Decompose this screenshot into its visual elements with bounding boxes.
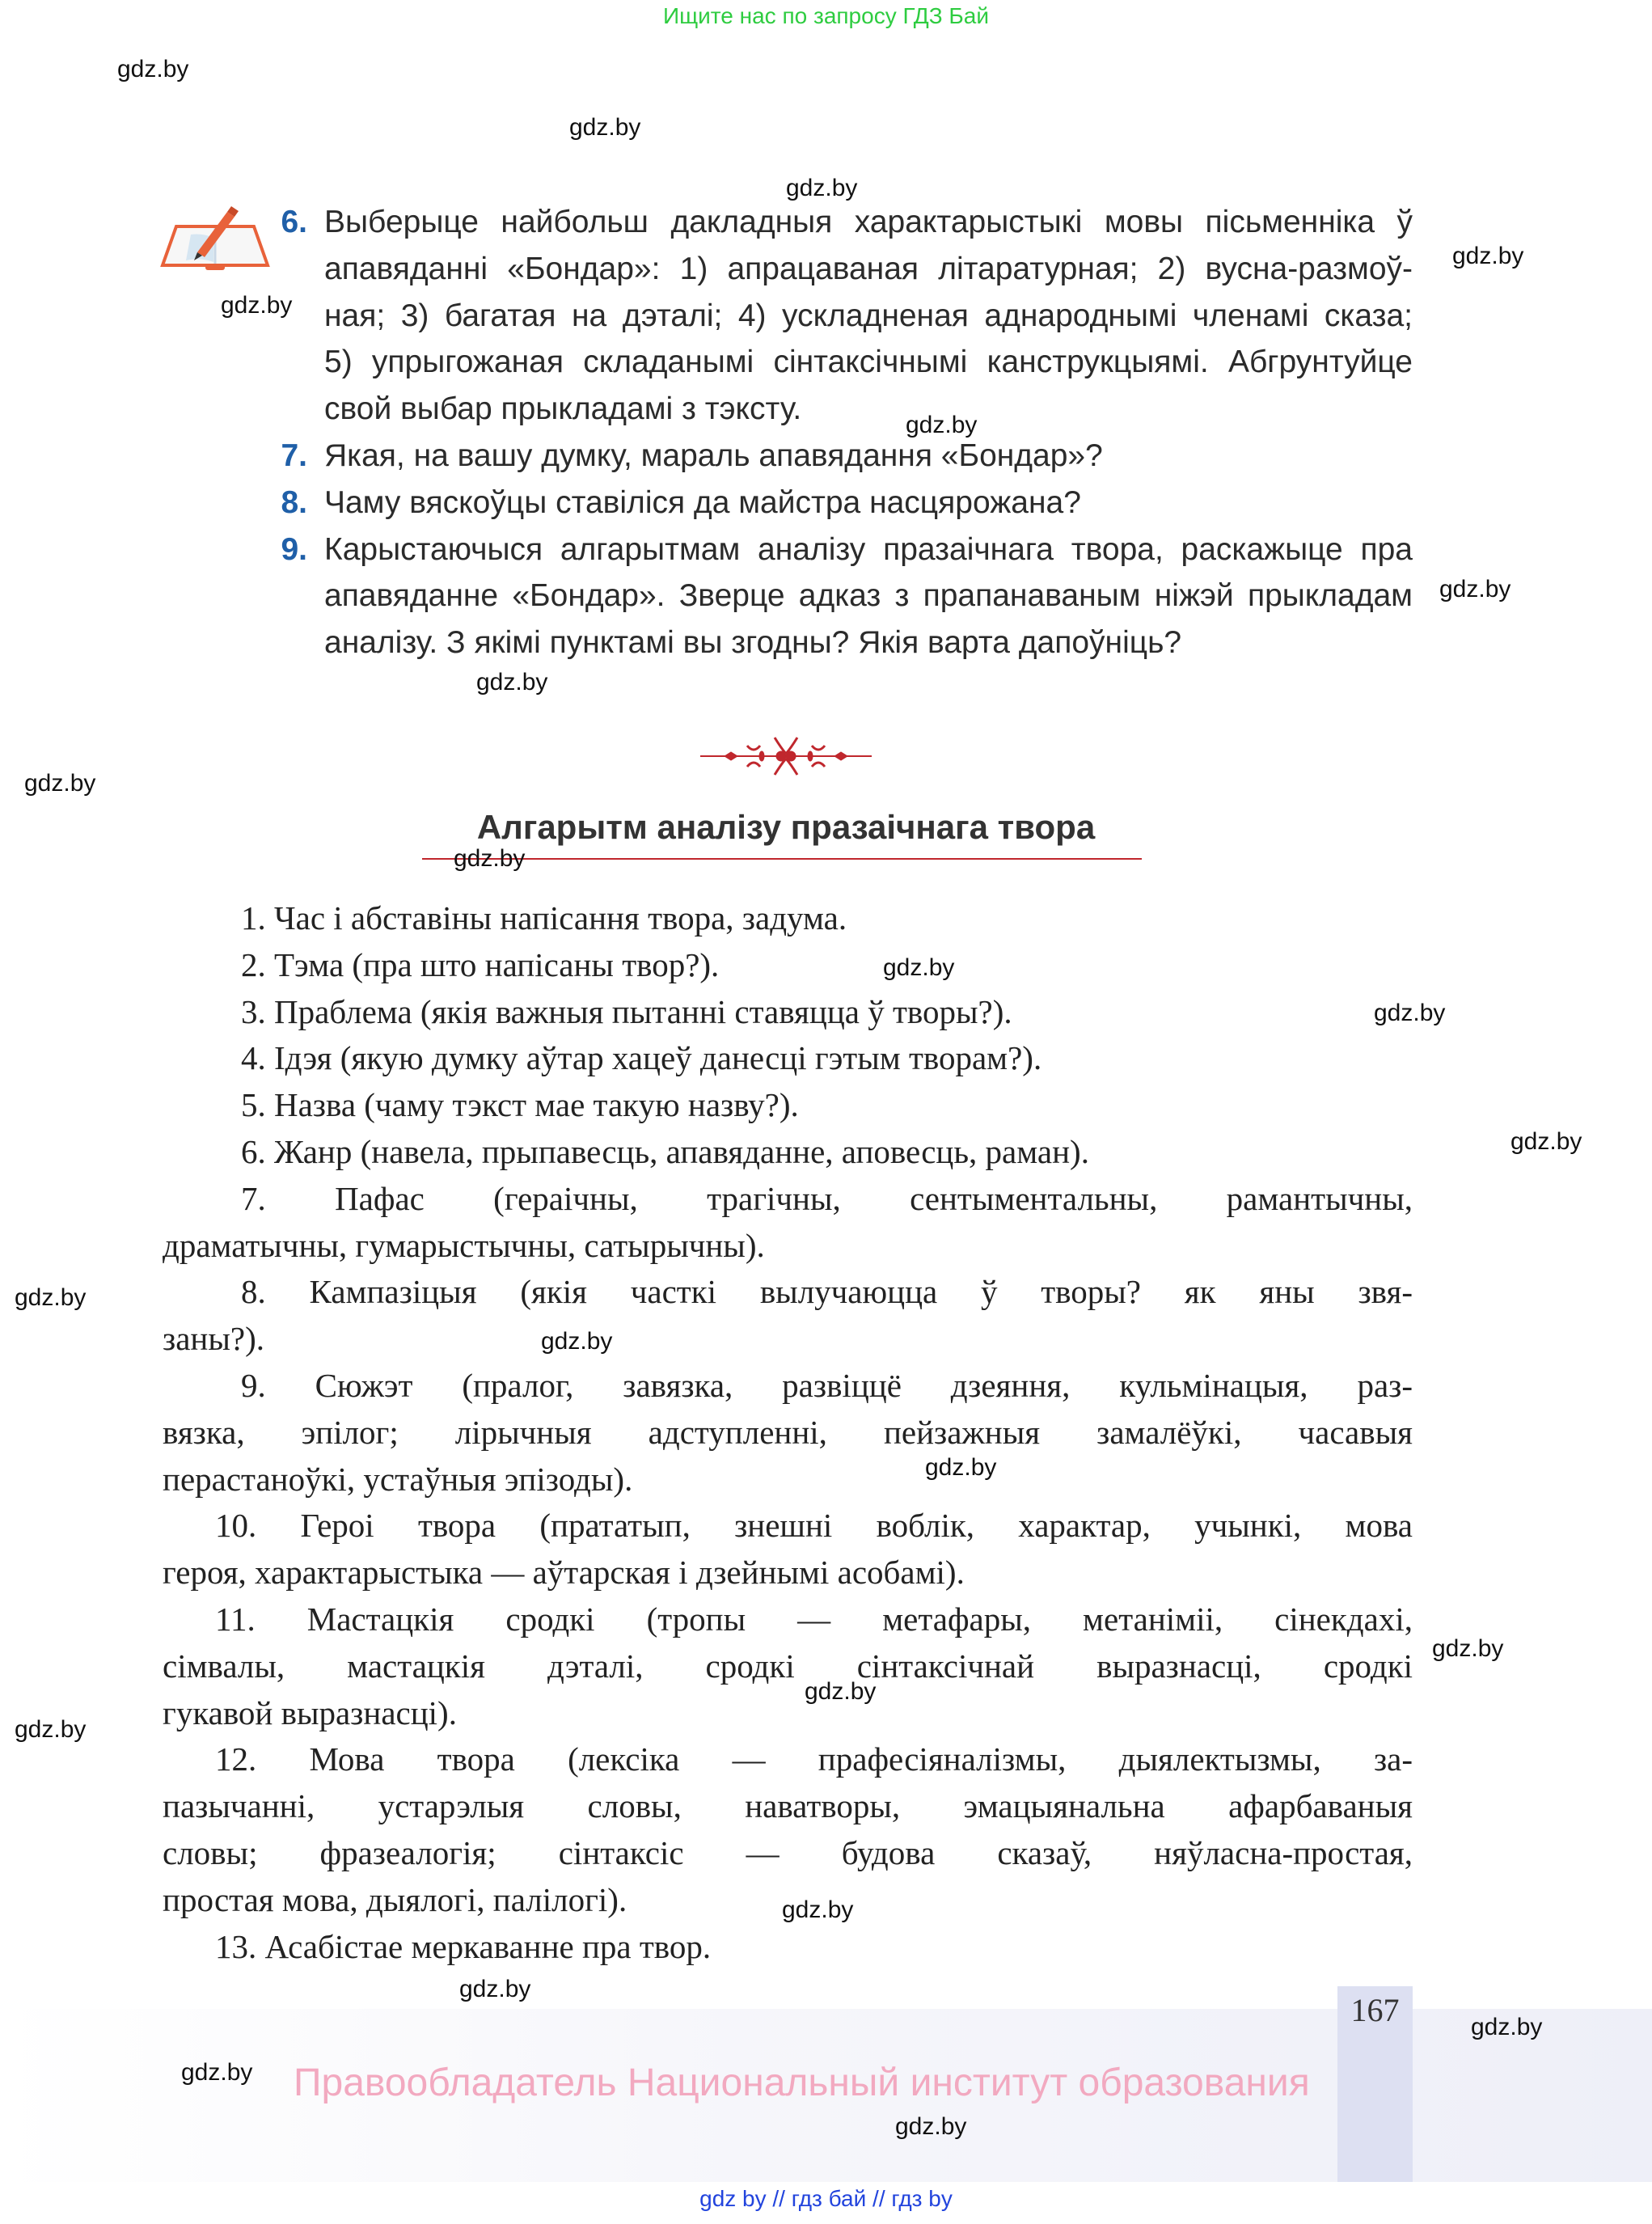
question-line: ная; 3) багатая на дэталі; 4) ускладненая аднароднымі членамі сказа;	[324, 298, 1413, 333]
list-item-line: перастаноўкі, устаўныя эпізоды).	[163, 1460, 633, 1498]
item-number: 2.	[241, 945, 266, 983]
page-number: 167	[1350, 1992, 1400, 2028]
item-text: Сюжэт (пралог, завязка, развіццё дзеяння, кульмінацыя, раз-	[315, 1367, 1413, 1404]
question-line: аналізу. З якімі пунктамі вы згодны? Якія варта дапоўніць?	[324, 625, 1182, 661]
item-number: 12.	[215, 1740, 257, 1778]
item-text: Героі твора (прататып, знешні воблік, характар, учынкі, мова	[300, 1507, 1413, 1545]
copyright-owner: Правообладатель Национальный институт образования	[294, 2061, 1310, 2104]
watermark: gdz.by	[15, 1716, 87, 1743]
watermark: gdz.by	[181, 2059, 253, 2086]
watermark: gdz.by	[459, 1976, 531, 2002]
item-number: 11.	[215, 1600, 256, 1638]
list-item-line	[241, 1034, 1041, 1081]
item-number: 13.	[215, 1927, 257, 1965]
question-number: 8.	[281, 484, 307, 520]
item-number: 9.	[241, 1367, 266, 1404]
question-number: 7.	[281, 438, 307, 473]
list-item-line	[215, 1923, 711, 1970]
question-number: 9.	[281, 531, 307, 567]
watermark: gdz.by	[805, 1678, 877, 1705]
item-number: 1.	[241, 899, 266, 937]
watermark: gdz.by	[1471, 2014, 1543, 2040]
item-text: Праблема (якія важныя пытанні ставяцца ў творы?).	[274, 992, 1012, 1030]
list-item-line: простая мова, дыялогі, палілогі).	[163, 1880, 627, 1918]
item-text: Назва (чаму тэкст мае такую назву?).	[274, 1086, 799, 1124]
list-item-line: пазычанні, устарэлыя словы, наватворы, эмацыянальна афарбаваныя	[163, 1787, 1413, 1825]
watermark: gdz.by	[476, 669, 548, 696]
item-number: 3.	[241, 992, 266, 1030]
watermark: gdz.by	[1432, 1635, 1504, 1662]
book-with-pen-icon	[158, 202, 272, 275]
question-line: апавяданне «Бондар». Зверце адказ з прапанаваным ніжэй прыкладам	[324, 578, 1413, 614]
question-line: апавяданні «Бондар»: 1) апрацаваная літаратурная; 2) вусна-размоў-	[324, 251, 1413, 286]
item-text: Час і абставіны напісання твора, задума.	[274, 899, 847, 937]
item-text: Мастацкія сродкі (тропы — метафары, метаніміі, сінекдахі,	[306, 1600, 1413, 1638]
item-number: 10.	[215, 1507, 257, 1545]
watermark: gdz.by	[117, 56, 189, 82]
watermark: gdz.by	[15, 1284, 87, 1311]
watermark: gdz.by	[786, 175, 858, 201]
list-item-line	[241, 1128, 1089, 1175]
footer-links[interactable]: gdz by // гдз бай // гдз by	[699, 2186, 953, 2211]
watermark: gdz.by	[1510, 1128, 1582, 1155]
list-item-line	[215, 1736, 1413, 1782]
watermark: gdz.by	[221, 292, 293, 319]
item-text: Кампазіцыя (якія часткі вылучаюцца ў творы? як яны звя-	[309, 1273, 1413, 1311]
question-line: свой выбар прыкладамі з тэксту.	[324, 391, 802, 427]
list-item-line: сімвалы, мастацкія дэталі, сродкі сінтаксічнай выразнасці, сродкі	[163, 1647, 1413, 1685]
watermark: gdz.by	[541, 1328, 613, 1355]
watermark: gdz.by	[906, 412, 978, 438]
list-item-line	[241, 1362, 1413, 1409]
question-line: Якая, на вашу думку, мараль апавядання «Бондар»?	[324, 438, 1103, 473]
list-item-line	[241, 1175, 1413, 1222]
list-item-line	[241, 941, 719, 988]
question-line: Карыстаючыся алгарытмам аналізу празаічнага твора, раскажыце пра	[324, 531, 1413, 567]
list-item-line	[241, 1268, 1413, 1315]
question-line: 5) упрыгожаная складанымі сінтаксічнымі канструкцыямі. Абгрунтуйце	[324, 345, 1413, 380]
list-item-line	[215, 1502, 1413, 1549]
question-line: Выберыце найбольш дакладныя характарыстыкі мовы пісьменніка ў	[324, 205, 1413, 239]
watermark: gdz.by	[925, 1454, 997, 1481]
watermark: gdz.by	[569, 114, 641, 141]
list-item-line: заны?).	[163, 1320, 264, 1358]
item-number: 4.	[241, 1039, 266, 1077]
question-number: 6.	[281, 205, 307, 239]
item-number: 5.	[241, 1086, 266, 1124]
list-item-line	[241, 894, 847, 941]
list-item-line	[215, 1596, 1413, 1643]
watermark: gdz.by	[24, 770, 96, 797]
watermark: gdz.by	[1439, 576, 1511, 603]
watermark: gdz.by	[895, 2113, 967, 2140]
title-underline	[422, 858, 1142, 860]
section-title: Алгарытм аналізу празаічнага твора	[476, 808, 1096, 846]
item-number: 8.	[241, 1273, 266, 1311]
item-text: Асабістае меркаванне пра твор.	[264, 1927, 712, 1965]
question-line: Чаму вяскоўцы ставіліся да майстра насцярожана?	[324, 484, 1081, 520]
watermark: gdz.by	[1452, 243, 1524, 269]
watermark: gdz.by	[454, 845, 526, 872]
item-text: Ідэя (якую думку аўтар хацеў данесці гэтым творам?).	[274, 1039, 1042, 1077]
watermark: gdz.by	[782, 1896, 854, 1923]
list-item-line: гукавой выразнасці).	[163, 1693, 457, 1731]
list-item-line: героя, характарыстыка — аўтарская і дзейнымі асобамі).	[163, 1554, 965, 1592]
item-text: Тэма (пра што напісаны твор?).	[274, 945, 720, 983]
search-banner: Ищите нас по запросу ГДЗ Бай	[662, 3, 990, 28]
folk-ornament-icon	[700, 736, 872, 776]
list-item-line: вязка, эпілог; лірычныя адступленні, пейзажныя замалёўкі, часавыя	[163, 1413, 1413, 1451]
watermark: gdz.by	[1374, 1000, 1446, 1026]
list-item-line	[241, 988, 1012, 1035]
item-number: 6.	[241, 1133, 266, 1170]
list-item-line: словы; фразеалогія; сінтаксіс — будова сказаў, няўласна-простая,	[163, 1834, 1413, 1871]
list-item-line	[241, 1081, 799, 1128]
item-text: Жанр (навела, прыпавесць, апавяданне, аповесць, раман).	[274, 1133, 1089, 1170]
list-item-line: драматычны, гумарыстычны, сатырычны).	[163, 1226, 765, 1264]
item-text: Пафас (гераічны, трагічны, сентыментальны, рамантычны,	[335, 1179, 1413, 1217]
watermark: gdz.by	[883, 954, 955, 981]
item-text: Мова твора (лексіка — прафесіяналізмы, дыялектызмы, за-	[309, 1740, 1413, 1778]
item-number: 7.	[241, 1179, 266, 1217]
